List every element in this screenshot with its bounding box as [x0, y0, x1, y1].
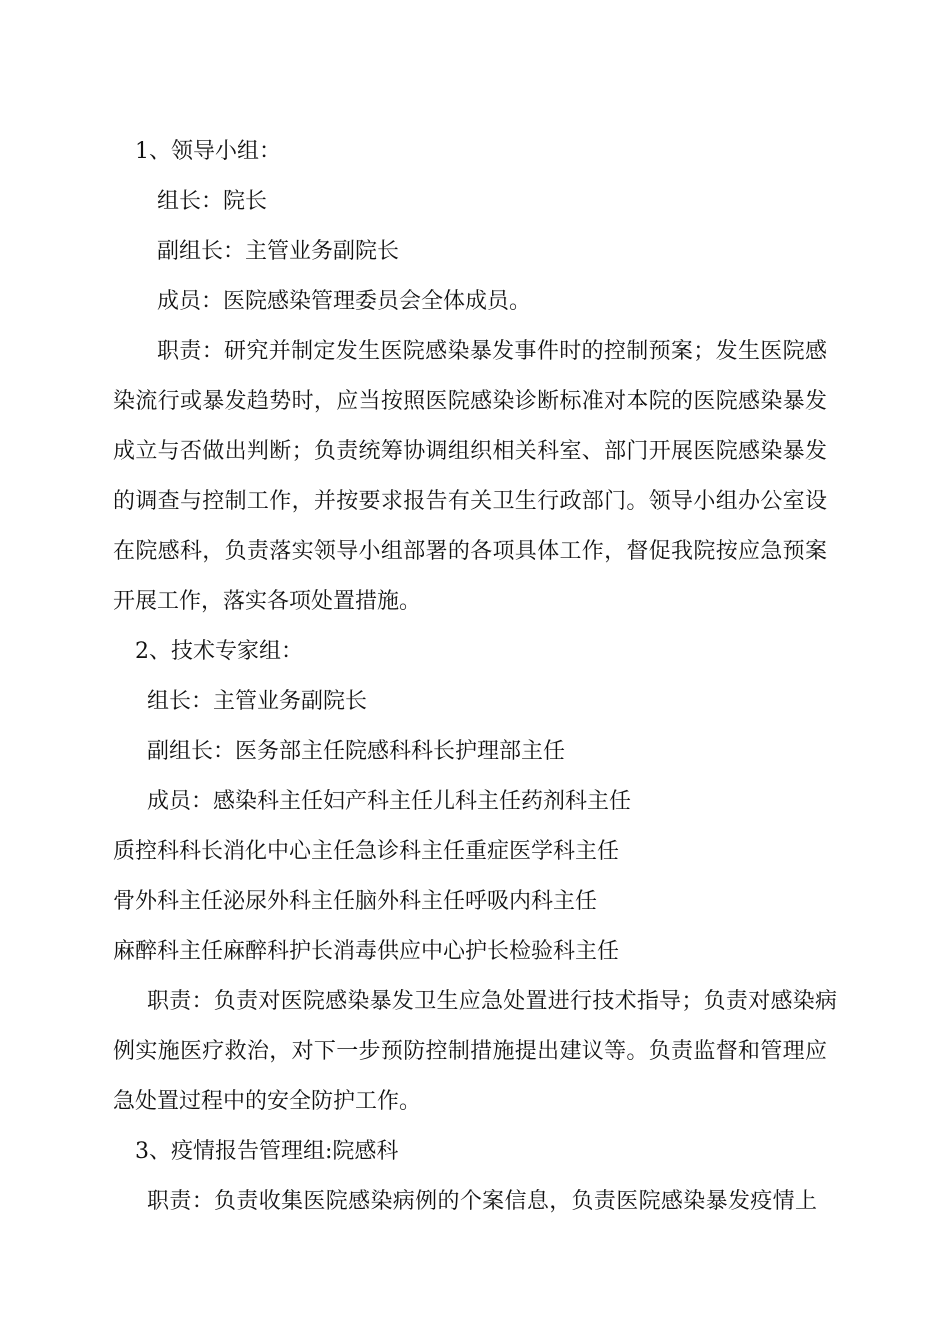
- section1-leader: 组长：院长: [157, 189, 268, 214]
- section2-heading: 2、技术专家组：: [135, 639, 303, 664]
- section1-deputy: 副组长：主管业务副院长: [157, 239, 400, 264]
- section1-duty-line: 开展工作，落实各项处置措施。: [113, 589, 422, 614]
- section1-duty-line: 职责：研究并制定发生医院感染暴发事件时的控制预案；发生医院感: [157, 339, 827, 364]
- section2-members-line: 麻醉科主任麻醉科护长消毒供应中心护长检验科主任: [113, 939, 620, 964]
- section2-deputy: 副组长：医务部主任院感科科长护理部主任: [147, 739, 566, 764]
- section3-duty-line: 职责：负责收集医院感染病例的个案信息，负责医院感染暴发疫情上: [147, 1189, 817, 1214]
- section1-heading: 1、领导小组：: [135, 139, 281, 164]
- section2-members-line: 成员：感染科主任妇产科主任儿科主任药剂科主任: [147, 789, 632, 814]
- section2-members-line: 质控科科长消化中心主任急诊科主任重症医学科主任: [113, 839, 620, 864]
- section2-duty-line: 急处置过程中的安全防护工作。: [113, 1089, 422, 1114]
- section2-duty-line: 职责：负责对医院感染暴发卫生应急处置进行技术指导；负责对感染病: [147, 989, 837, 1014]
- section1-duty-line: 染流行或暴发趋势时，应当按照医院感染诊断标准对本院的医院感染暴发: [113, 389, 827, 414]
- section3-heading: 3、疫情报告管理组:院感科: [135, 1139, 399, 1164]
- section1-members: 成员：医院感染管理委员会全体成员。: [157, 289, 532, 314]
- section1-duty-line: 成立与否做出判断；负责统筹协调组织相关科室、部门开展医院感染暴发: [113, 439, 827, 464]
- section2-leader: 组长：主管业务副院长: [147, 689, 368, 714]
- section2-duty-line: 例实施医疗救治，对下一步预防控制措施提出建议等。负责监督和管理应: [113, 1039, 827, 1064]
- section1-duty-line: 的调查与控制工作，并按要求报告有关卫生行政部门。领导小组办公室设: [113, 489, 827, 514]
- section1-duty-line: 在院感科，负责落实领导小组部署的各项具体工作，督促我院按应急预案: [113, 539, 827, 564]
- section2-members-line: 骨外科主任泌尿外科主任脑外科主任呼吸内科主任: [113, 889, 598, 914]
